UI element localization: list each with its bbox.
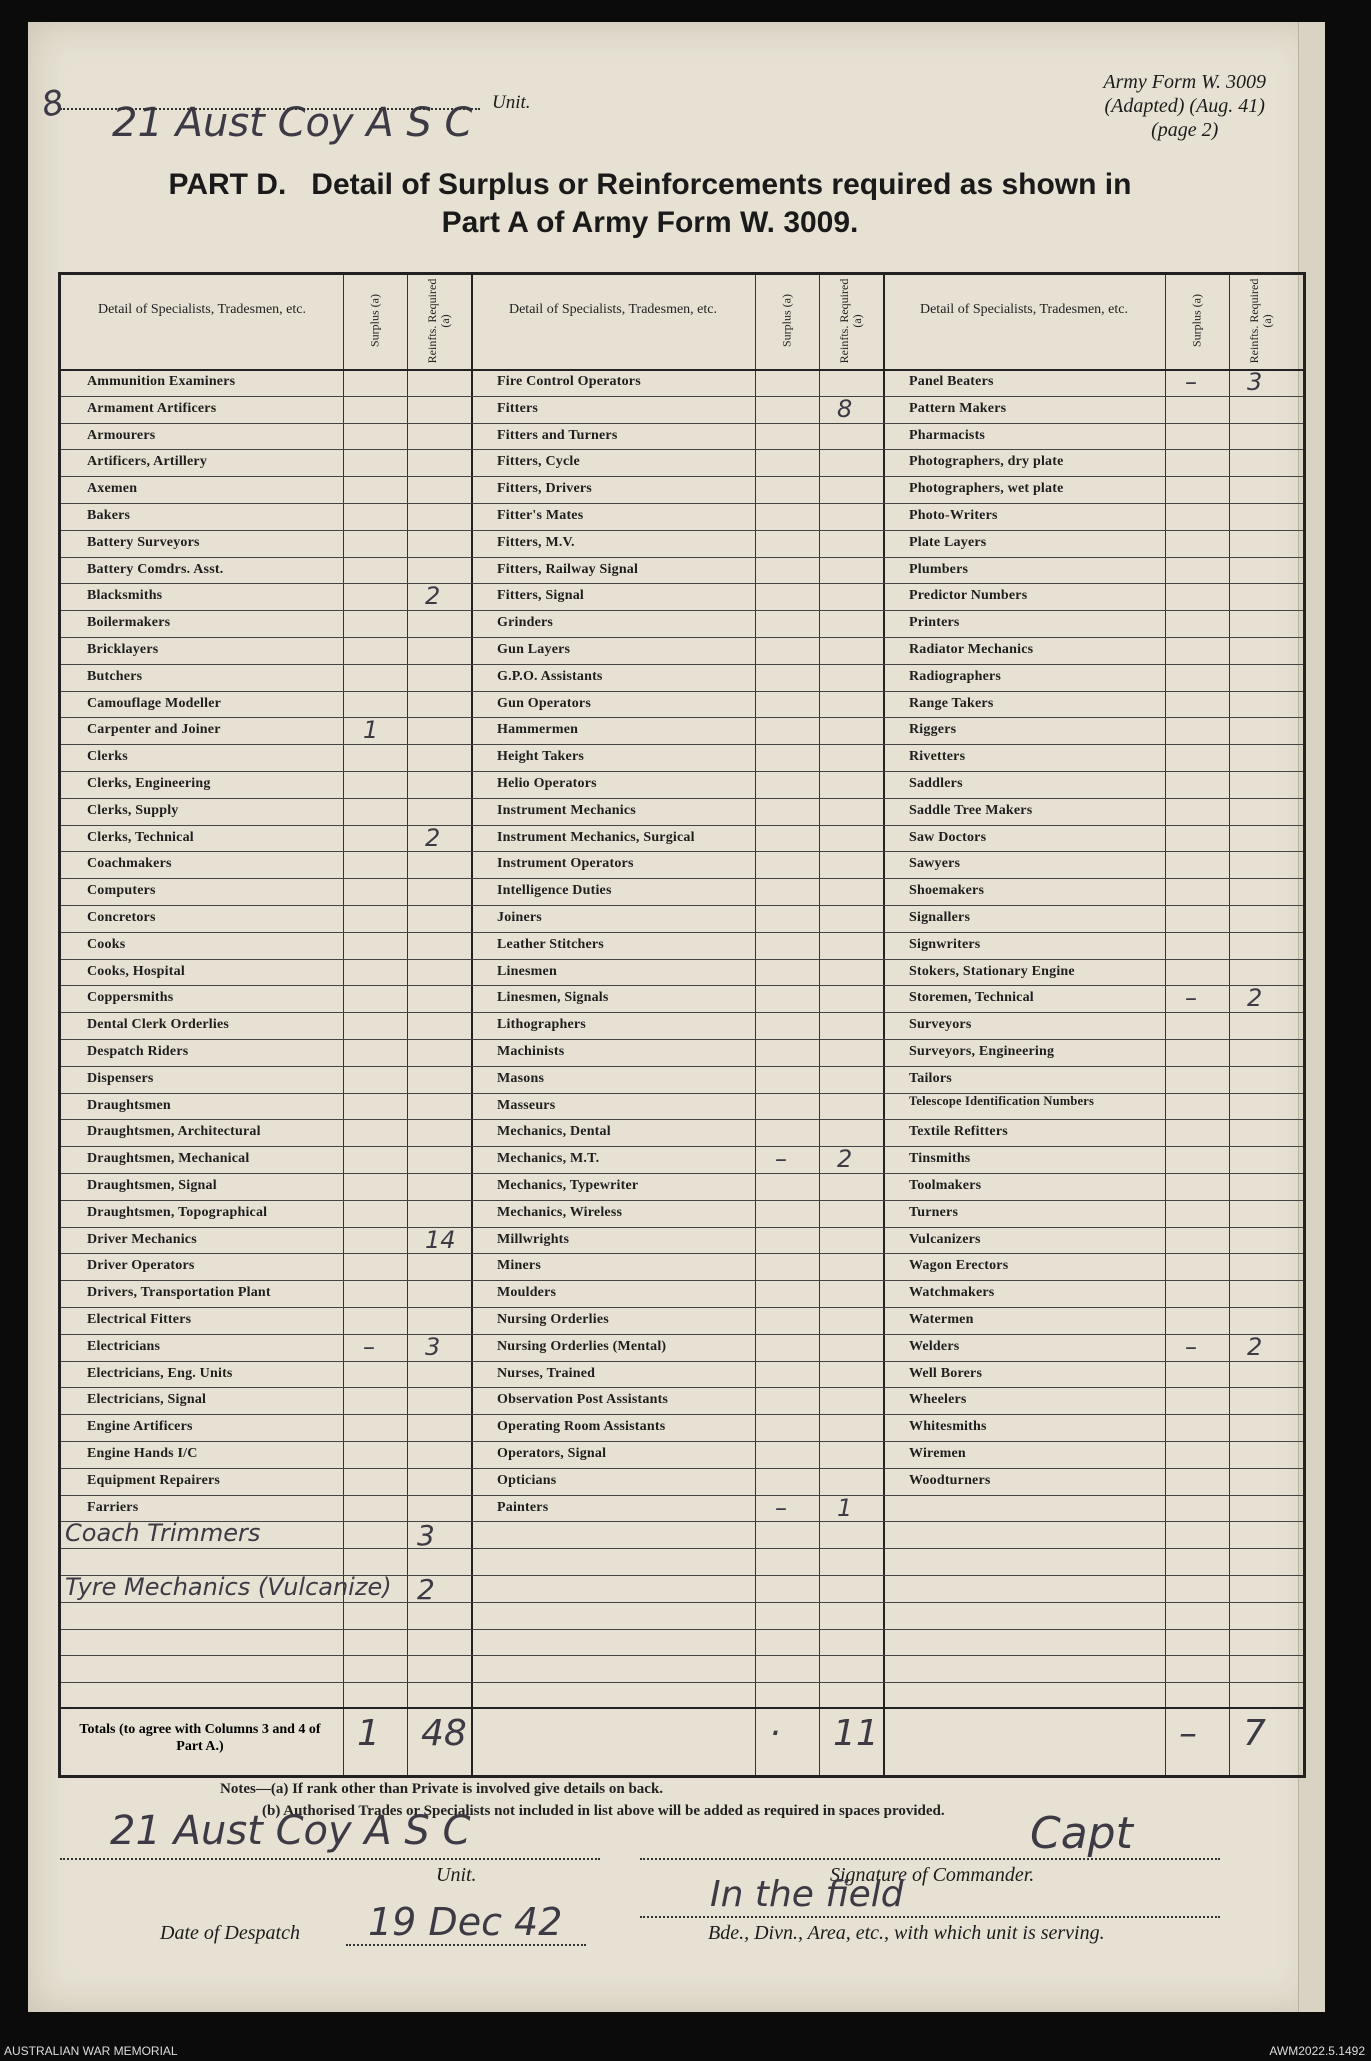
trade-name: Range Takers <box>909 695 994 711</box>
trade-name: Dispensers <box>87 1070 154 1086</box>
trade-name: Computers <box>87 883 156 899</box>
row-rule <box>61 1227 1303 1228</box>
trade-name: Electrical Fitters <box>87 1312 192 1327</box>
trade-name: Farriers <box>87 1499 139 1515</box>
reinfts-value: 2 <box>837 1145 853 1174</box>
column-header-reinfts: Reinfts. Required (a) <box>1247 278 1274 364</box>
trade-name: Observation Post Assistants <box>497 1392 669 1408</box>
row-rule <box>61 637 1303 638</box>
trade-name: Turners <box>909 1204 959 1220</box>
reinfts-value: 8 <box>837 394 853 423</box>
row-rule <box>61 825 1303 826</box>
trade-name: Shoemakers <box>909 883 985 899</box>
trade-name: Driver Operators <box>87 1258 195 1274</box>
trade-name: Fire Control Operators <box>497 374 641 389</box>
trade-name: Operating Room Assistants <box>497 1419 666 1435</box>
reinfts-value: 2 <box>425 582 441 611</box>
trade-name: Engine Artificers <box>87 1419 193 1435</box>
date-line <box>346 1944 586 1946</box>
trade-name: Butchers <box>87 668 143 684</box>
trade-name: Bakers <box>87 508 131 523</box>
trade-name: Blacksmiths <box>87 588 163 604</box>
trade-name: Predictor Numbers <box>909 588 1028 604</box>
reinfts-value: 3 <box>425 1332 441 1361</box>
trade-name: Clerks, Technical <box>87 829 194 845</box>
footer-unit-handwritten: 21 Aust Coy A S C <box>110 1808 471 1854</box>
row-rule <box>61 1602 1303 1603</box>
row-rule <box>61 583 1303 584</box>
row-rule <box>61 1307 1303 1308</box>
trade-name: Textile Refitters <box>909 1124 1008 1140</box>
trade-name: Dental Clerk Orderlies <box>87 1017 230 1033</box>
form-reference <box>1103 70 1266 142</box>
row-rule <box>61 932 1303 933</box>
row-rule <box>61 959 1303 960</box>
trade-name: Gun Layers <box>497 642 571 657</box>
trade-name: Plate Layers <box>909 534 987 550</box>
trade-name: Toolmakers <box>909 1178 982 1193</box>
form-number: Army Form W. 3009 <box>1103 71 1266 93</box>
trade-name: Instrument Operators <box>497 856 634 872</box>
trade-name: Mechanics, Wireless <box>497 1204 623 1220</box>
trade-name: Electricians, Signal <box>87 1392 207 1408</box>
column-divider <box>407 275 408 1775</box>
column-divider <box>471 275 473 1775</box>
column-header-detail: Detail of Specialists, Tradesmen, etc. <box>97 302 307 317</box>
totals-value: 7 <box>1243 1713 1266 1754</box>
note-b: (b) Authorised Trades or Specialists not included in list above will be added as required in spaces provided. <box>262 1803 945 1819</box>
trade-name: Bricklayers <box>87 642 159 657</box>
form-adapted: (Adapted) (Aug. 41) <box>1104 95 1265 117</box>
row-rule <box>61 1495 1303 1496</box>
trade-name: Draughtsmen, Mechanical <box>87 1151 250 1167</box>
trade-name: Saddlers <box>909 776 963 791</box>
trade-name: Photographers, dry plate <box>909 454 1064 470</box>
row-rule <box>61 503 1303 504</box>
trade-name: Armament Artificers <box>87 400 217 416</box>
row-rule <box>61 1146 1303 1147</box>
page-title <box>80 166 1220 242</box>
trade-name: Equipment Repairers <box>87 1472 221 1488</box>
trade-name: Saddle Tree Makers <box>909 802 1033 818</box>
row-rule <box>61 1629 1303 1630</box>
trade-name: Drivers, Transportation Plant <box>87 1285 271 1301</box>
reinfts-value: 1 <box>837 1493 853 1522</box>
trade-name: Tailors <box>909 1070 952 1086</box>
trade-name: Operators, Signal <box>497 1446 607 1461</box>
row-rule <box>61 1682 1303 1683</box>
trade-name: Telescope Identification Numbers <box>909 1093 1095 1108</box>
surplus-value: – <box>775 1493 787 1522</box>
trade-name: Miners <box>497 1258 541 1274</box>
trade-name: Clerks <box>87 749 128 765</box>
row-rule <box>61 1253 1303 1254</box>
trade-name: Photographers, wet plate <box>909 481 1064 497</box>
trade-name: Camouflage Modeller <box>87 695 222 711</box>
date-label: Date of Despatch <box>160 1922 300 1944</box>
trade-name: Wheelers <box>909 1392 967 1408</box>
trade-name: Radiator Mechanics <box>909 642 1034 657</box>
trade-name: Signwriters <box>909 936 981 952</box>
trade-name: Fitters <box>497 400 539 416</box>
trade-name: Axemen <box>87 481 138 497</box>
trade-name: Machinists <box>497 1044 565 1059</box>
row-rule <box>61 1655 1303 1656</box>
trade-name: Stokers, Stationary Engine <box>909 963 1075 979</box>
trade-name: Linesmen <box>497 963 557 979</box>
row-rule <box>61 1039 1303 1040</box>
trade-name: G.P.O. Assistants <box>497 668 603 684</box>
trade-name: Painters <box>497 1499 549 1515</box>
trade-name: Wagon Erectors <box>909 1258 1009 1274</box>
trade-name: Instrument Mechanics <box>497 802 636 818</box>
trade-name: Coppersmiths <box>87 990 174 1006</box>
trade-name: Draughtsmen, Topographical <box>87 1204 268 1220</box>
trade-name: Clerks, Engineering <box>87 776 211 791</box>
note-a: Notes—(a) If rank other than Private is involved give details on back. <box>220 1781 664 1797</box>
trade-name: Fitters, Railway Signal <box>497 561 639 577</box>
trade-name: Welders <box>909 1338 960 1354</box>
reinfts-value: 2 <box>1247 984 1263 1013</box>
trade-name: Height Takers <box>497 749 585 765</box>
trade-name: Radiographers <box>909 668 1002 684</box>
trade-name: Nursing Orderlies <box>497 1312 609 1327</box>
trade-name: Cooks <box>87 936 126 952</box>
reinfts-value: 3 <box>1247 368 1263 396</box>
trade-name: Clerks, Supply <box>87 802 179 818</box>
column-divider <box>343 275 344 1775</box>
totals-rule <box>61 1707 1303 1709</box>
row-rule <box>61 771 1303 772</box>
surplus-value: – <box>1185 368 1197 396</box>
totals-label: Totals (to agree with Columns 3 and 4 of Part A.) <box>79 1722 321 1754</box>
trade-name: Instrument Mechanics, Surgical <box>497 829 695 845</box>
trade-name: Armourers <box>87 427 156 443</box>
row-rule <box>61 1387 1303 1388</box>
trade-name: Joiners <box>497 910 542 925</box>
trade-name: Plumbers <box>909 561 969 577</box>
reinfts-value: 2 <box>1247 1332 1263 1361</box>
trade-name: Masons <box>497 1070 545 1086</box>
trade-name: Tinsmiths <box>909 1151 971 1167</box>
column-divider <box>819 275 820 1775</box>
trade-name: Fitters, Signal <box>497 588 584 604</box>
unit-handwritten: 21 Aust Coy A S C <box>112 100 473 146</box>
surplus-value: – <box>775 1145 787 1174</box>
trade-name: Artificers, Artillery <box>87 454 208 470</box>
trade-name: Whitesmiths <box>909 1419 987 1435</box>
trade-name: Fitters, Drivers <box>497 481 592 497</box>
surplus-value: – <box>1185 1332 1197 1361</box>
footer-unit-label: Unit. <box>436 1864 477 1886</box>
trade-name: Fitters, M.V. <box>497 534 575 550</box>
trade-name: Photo-Writers <box>909 508 998 523</box>
trade-name: Wiremen <box>909 1446 966 1461</box>
row-rule <box>61 1361 1303 1362</box>
trade-name: Fitters and Turners <box>497 427 618 443</box>
row-rule <box>61 530 1303 531</box>
trade-name: Linesmen, Signals <box>497 990 609 1006</box>
trade-name: Carpenter and Joiner <box>87 722 221 738</box>
trade-name: Lithographers <box>497 1017 586 1033</box>
trade-name: Ammunition Examiners <box>87 374 236 389</box>
trade-name: Draughtsmen, Architectural <box>87 1124 261 1140</box>
row-rule <box>61 664 1303 665</box>
totals-value: – <box>1179 1713 1197 1754</box>
column-header-reinfts: Reinfts. Required (a) <box>837 278 864 364</box>
column-divider <box>883 275 885 1775</box>
row-rule <box>61 1468 1303 1469</box>
trade-name: Nursing Orderlies (Mental) <box>497 1338 667 1354</box>
trade-name: Printers <box>909 615 960 631</box>
totals-value: 11 <box>833 1713 879 1754</box>
footer-unit-line <box>60 1858 600 1860</box>
row-rule <box>61 1119 1303 1120</box>
trade-name: Boilermakers <box>87 615 171 631</box>
trade-name: Vulcanizers <box>909 1231 981 1247</box>
trade-name: Panel Beaters <box>909 374 994 389</box>
totals-value: · <box>769 1713 781 1754</box>
trade-name: Mechanics, Dental <box>497 1124 611 1140</box>
trade-name: Grinders <box>497 615 554 631</box>
added-trade-name: Coach Trimmers <box>65 1519 261 1548</box>
trade-name: Leather Stitchers <box>497 936 604 952</box>
trade-name: Intelligence Duties <box>497 883 612 899</box>
row-rule <box>61 1173 1303 1174</box>
row-rule <box>61 449 1303 450</box>
signature-label: Signature of Commander. <box>830 1864 1035 1886</box>
row-rule <box>61 851 1303 852</box>
row-rule <box>61 1334 1303 1335</box>
column-header-surplus: Surplus (a) <box>1189 294 1204 347</box>
surplus-value: – <box>363 1332 375 1361</box>
row-rule <box>61 476 1303 477</box>
specialists-table <box>58 272 1306 1778</box>
reinfts-value: 14 <box>425 1225 456 1254</box>
column-header-detail: Detail of Specialists, Tradesmen, etc. <box>919 302 1129 317</box>
trade-name: Fitter's Mates <box>497 508 584 523</box>
trade-name: Masseurs <box>497 1097 556 1113</box>
unit-dotted-line <box>60 108 480 110</box>
bde-line <box>640 1916 1220 1918</box>
row-rule <box>61 1280 1303 1281</box>
totals-value: 48 <box>421 1713 467 1754</box>
trade-name: Despatch Riders <box>87 1044 189 1059</box>
row-rule <box>61 878 1303 879</box>
trade-name: Surveyors, Engineering <box>909 1044 1055 1059</box>
row-rule <box>61 1441 1303 1442</box>
trade-name: Driver Mechanics <box>87 1231 197 1247</box>
trade-name: Cooks, Hospital <box>87 963 185 979</box>
title-line-1: PART D. Detail of Surplus or Reinforcements required as shown in <box>168 168 1132 201</box>
column-divider <box>755 275 756 1775</box>
trade-name: Surveyors <box>909 1017 972 1033</box>
trade-name: Draughtsmen <box>87 1097 171 1113</box>
trade-name: Mechanics, Typewriter <box>497 1178 639 1193</box>
column-header-surplus: Surplus (a) <box>367 294 382 347</box>
trade-name: Fitters, Cycle <box>497 454 580 470</box>
trade-name: Woodturners <box>909 1472 991 1488</box>
trade-name: Sawyers <box>909 856 961 872</box>
row-rule <box>61 557 1303 558</box>
trade-name: Electricians <box>87 1338 161 1354</box>
added-trade-reinfts: 2 <box>417 1573 435 1606</box>
added-trade-name: Tyre Mechanics (Vulcanize) <box>65 1573 392 1601</box>
date-handwritten: 19 Dec 42 <box>368 1900 563 1944</box>
surplus-value: – <box>1185 984 1197 1013</box>
trade-name: Electricians, Eng. Units <box>87 1365 233 1381</box>
row-rule <box>61 610 1303 611</box>
row-rule <box>61 396 1303 397</box>
column-header-detail: Detail of Specialists, Tradesmen, etc. <box>508 302 718 317</box>
trade-name: Storemen, Technical <box>909 990 1034 1006</box>
trade-name: Coachmakers <box>87 856 172 872</box>
row-rule <box>61 717 1303 718</box>
trade-name: Saw Doctors <box>909 829 987 845</box>
row-rule <box>61 744 1303 745</box>
row-rule <box>61 905 1303 906</box>
row-rule <box>61 691 1303 692</box>
row-rule <box>61 423 1303 424</box>
unit-label: Unit. <box>492 92 531 113</box>
signature-handwritten: Capt <box>1030 1808 1133 1859</box>
credit-accession: AWM2022.5.1492 <box>1269 2044 1365 2058</box>
row-rule <box>61 1066 1303 1067</box>
trade-name: Moulders <box>497 1285 557 1301</box>
trade-name: Battery Comdrs. Asst. <box>87 561 224 577</box>
totals-value: 1 <box>357 1713 380 1754</box>
trade-name: Helio Operators <box>497 776 597 791</box>
credit-institution: AUSTRALIAN WAR MEMORIAL <box>4 2044 178 2058</box>
row-rule <box>61 1200 1303 1201</box>
row-rule <box>61 1548 1303 1549</box>
signature-line <box>640 1858 1220 1860</box>
trade-name: Opticians <box>497 1472 557 1488</box>
column-header-surplus: Surplus (a) <box>779 294 794 347</box>
row-rule <box>61 1012 1303 1013</box>
corner-number: 8 <box>38 82 67 126</box>
trade-name: Watchmakers <box>909 1285 995 1301</box>
trade-name: Engine Hands I/C <box>87 1446 198 1461</box>
column-divider <box>1165 275 1166 1775</box>
bde-label: Bde., Divn., Area, etc., with which unit is serving. <box>708 1922 1105 1944</box>
row-rule <box>61 798 1303 799</box>
added-trade-reinfts: 3 <box>417 1519 435 1553</box>
form-page: (page 2) <box>1151 119 1219 141</box>
row-rule <box>61 985 1303 986</box>
trade-name: Draughtsmen, Signal <box>87 1178 217 1193</box>
column-divider <box>1229 275 1230 1775</box>
surplus-value: 1 <box>363 716 379 745</box>
trade-name: Battery Surveyors <box>87 534 200 550</box>
reinfts-value: 2 <box>425 823 441 852</box>
trade-name: Millwrights <box>497 1231 570 1247</box>
column-header-reinfts: Reinfts. Required (a) <box>425 278 452 364</box>
trade-name: Riggers <box>909 722 957 738</box>
trade-name: Nurses, Trained <box>497 1365 596 1381</box>
trade-name: Gun Operators <box>497 695 591 711</box>
trade-name: Mechanics, M.T. <box>497 1151 600 1167</box>
trade-name: Pharmacists <box>909 427 986 443</box>
field-handwritten: In the field <box>710 1874 904 1915</box>
header-rule <box>61 369 1303 371</box>
trade-name: Pattern Makers <box>909 400 1007 416</box>
row-rule <box>61 1414 1303 1415</box>
trade-name: Rivetters <box>909 749 966 765</box>
title-line-2: Part A of Army Form W. 3009. <box>441 206 859 239</box>
trade-name: Signallers <box>909 910 971 925</box>
trade-name: Watermen <box>909 1312 974 1327</box>
trade-name: Hammermen <box>497 722 579 738</box>
trade-name: Concretors <box>87 910 156 925</box>
trade-name: Well Borers <box>909 1365 983 1381</box>
